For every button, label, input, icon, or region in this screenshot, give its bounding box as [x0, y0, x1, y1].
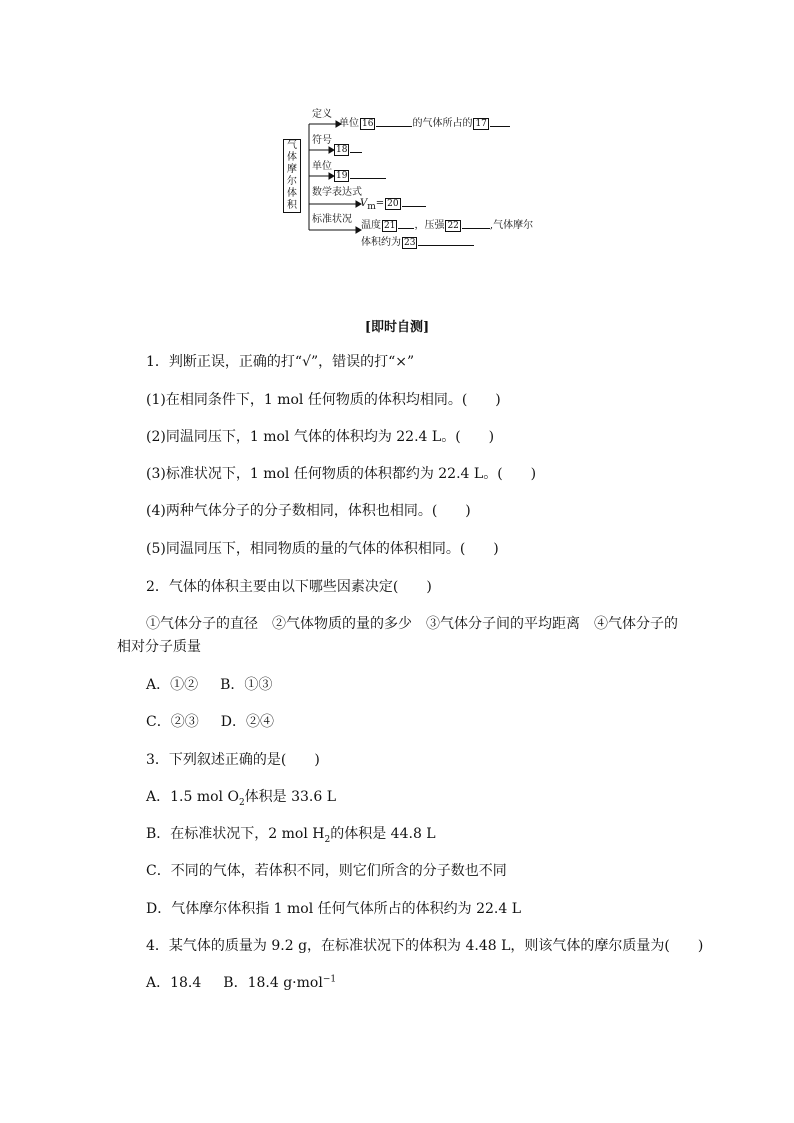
q4-option-a: A．18.4 [146, 975, 202, 991]
q1-item: (3)标准状况下，1 mol 任何物质的体积都约为 22.4 L。( ) [146, 466, 537, 482]
blank-number-17: 17 [475, 119, 487, 129]
branch-label-definition: 定义 [312, 109, 332, 120]
blank-line [350, 143, 362, 153]
blank-line [462, 219, 490, 229]
root-char: 气 [287, 140, 297, 151]
q4-options [146, 974, 336, 992]
q2-options-ab [146, 676, 272, 694]
standard-row-2 [361, 236, 474, 249]
unit-row [333, 169, 386, 182]
q3-option-a-rest: 体积是 33.6 L [244, 789, 337, 805]
root-box [283, 139, 301, 213]
expression-equals: = [375, 198, 385, 209]
blank-number-16: 16 [362, 119, 374, 129]
blank-line [490, 117, 510, 127]
symbol-row [333, 143, 362, 156]
expression-row [360, 197, 426, 210]
q1-stem: 1．判断正误，正确的打“√”，错误的打“×” [146, 354, 415, 370]
q3-option-a-text: A．1.5 mol O [146, 789, 239, 805]
blank-number-22: 22 [447, 221, 459, 231]
blank-line [376, 117, 412, 127]
q4-stem: 4．某气体的质量为 9.2 g，在标准状况下的体积为 4.48 L，则该气体的摩尔质量为( ) [146, 938, 704, 954]
q2-option-d: D．②④ [220, 714, 274, 730]
section-title: [即时自测] [364, 320, 430, 335]
q2-option-c: C．②③ [146, 714, 199, 730]
branch-label-symbol: 符号 [312, 135, 332, 146]
definition-text-2: 的气体所占的 [412, 118, 473, 129]
q2-option-a: A．①② [146, 677, 199, 693]
q3-option-a-sub: 2 [238, 797, 245, 808]
q1-item: (2)同温同压下，1 mol 气体的体积均为 22.4 L。( ) [146, 429, 495, 445]
q3-option-b-rest: 的体积是 44.8 L [330, 826, 436, 842]
blank-line [402, 197, 426, 207]
q4-option-b-sup: −1 [322, 974, 337, 985]
blank-line [350, 169, 386, 179]
q3-option-b-sub: 2 [324, 834, 331, 845]
standard-text-1: 温度 [361, 220, 381, 231]
definition-row [339, 117, 510, 130]
blank-line [418, 236, 474, 246]
blank-number-18: 18 [336, 145, 348, 155]
blank-number-19: 19 [336, 171, 348, 181]
q3-option-a [146, 788, 336, 806]
q2-factors-line-1: ①气体分子的直径 ②气体物质的量的多少 ③气体分子间的平均距离 ④气体分子的 [146, 616, 678, 632]
blank-line [398, 219, 414, 229]
q2-factors-line-2: 相对分子质量 [117, 639, 201, 655]
q1-item: (1)在相同条件下，1 mol 任何物质的体积均相同。( ) [146, 392, 501, 408]
concept-diagram [0, 0, 794, 270]
blank-number-23: 23 [404, 238, 416, 248]
branch-label-unit: 单位 [312, 161, 332, 172]
q3-option-c: C．不同的气体，若体积不同，则它们所含的分子数也不同 [146, 863, 507, 879]
root-char: 体 [287, 152, 297, 163]
q4-option-b: B．18.4 g·mol [223, 975, 323, 991]
standard-text-4: 体积约为 [361, 237, 401, 248]
standard-row-1 [361, 219, 533, 232]
blank-number-21: 21 [384, 221, 396, 231]
q1-item: (4)两种气体分子的分子数相同，体积也相同。( ) [146, 503, 471, 519]
expression-v: V [360, 198, 368, 209]
root-char: 体 [287, 188, 297, 199]
q3-stem: 3．下列叙述正确的是( ) [146, 752, 320, 768]
root-char: 积 [287, 200, 297, 211]
q3-option-b-text: B．在标准状况下，2 mol H [146, 826, 325, 842]
standard-text-2: ，压强 [414, 220, 445, 231]
standard-text-3: ,气体摩尔 [489, 220, 534, 231]
q2-options-cd [146, 713, 274, 731]
q3-option-d: D．气体摩尔体积指 1 mol 任何气体所占的体积约为 22.4 L [146, 901, 522, 917]
definition-text-1: 单位 [339, 118, 359, 129]
root-char: 尔 [287, 176, 297, 187]
q1-item: (5)同温同压下，相同物质的量的气体的体积相同。( ) [146, 541, 499, 557]
q2-option-b: B．①③ [220, 677, 273, 693]
branch-label-expression: 数学表达式 [312, 187, 362, 198]
blank-number-20: 20 [387, 199, 399, 209]
root-char: 摩 [287, 164, 297, 175]
q3-option-b [146, 825, 436, 843]
expression-sub: m [367, 202, 376, 212]
branch-label-standard: 标准状况 [312, 214, 352, 225]
q2-stem: 2．气体的体积主要由以下哪些因素决定( ) [146, 579, 432, 595]
